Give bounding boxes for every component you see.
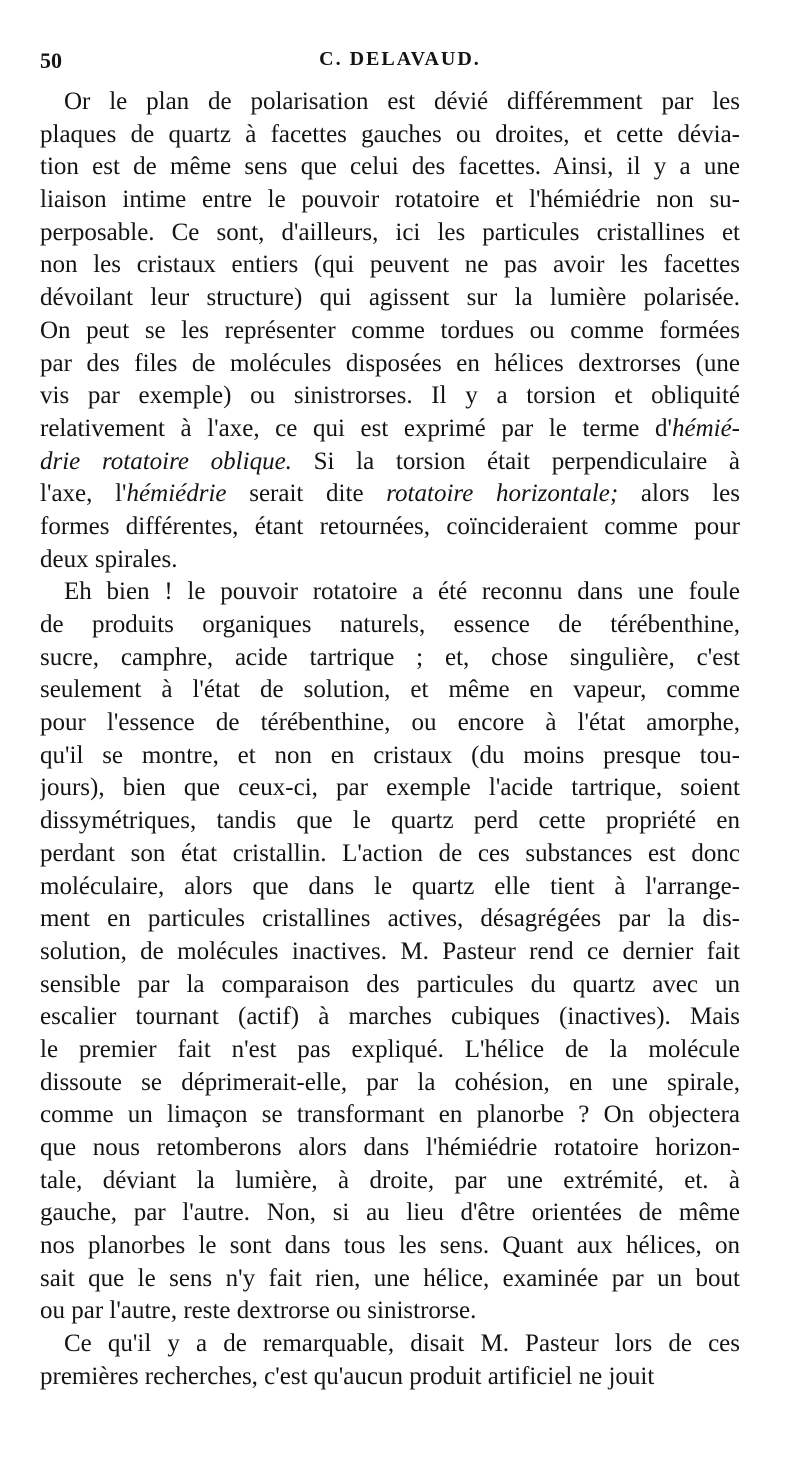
text-run: ou par l'autre, reste dextrorse ou sinistrorse. — [40, 1297, 477, 1325]
italic-text: rotatoire horizontale; — [386, 480, 619, 508]
text-line — [40, 478, 740, 511]
page-number: 50 — [40, 48, 62, 73]
text-line — [40, 642, 740, 675]
text-run: jours), bien que ceux-ci, par exemple l'acide tartrique, soient — [40, 774, 740, 802]
text-run: solution, de molécules inactives. M. Pasteur rend ce dernier fait — [40, 937, 740, 965]
text-line — [40, 1165, 740, 1198]
text-line — [40, 446, 740, 479]
text-line — [40, 1067, 740, 1100]
text-line — [40, 936, 740, 969]
text-run: sensible par la comparaison des particules du quartz avec un — [40, 970, 740, 998]
text-run: vis par exemple) ou sinistrorses. Il y a torsion et obliquité — [40, 382, 740, 410]
text-run: pour l'essence de térébenthine, ou encore à l'état amorphe, — [40, 709, 740, 737]
italic-text: drie rotatoire oblique. — [40, 447, 292, 475]
text-line — [40, 380, 740, 413]
text-line — [40, 871, 740, 904]
text-line — [40, 805, 740, 838]
text-line — [40, 707, 740, 740]
text-line — [40, 315, 740, 348]
text-line — [40, 838, 740, 871]
text-run: tale, déviant la lumière, à droite, par une extrémité, et. à — [40, 1166, 740, 1194]
text-line — [40, 1295, 740, 1328]
text-run: perdant son état cristallin. L'action de ces substances est donc — [40, 839, 740, 867]
text-line — [40, 1132, 740, 1165]
text-line — [40, 151, 740, 184]
text-line — [40, 576, 740, 609]
text-line — [40, 1099, 740, 1132]
text-line — [40, 969, 740, 1002]
text-run: qu'il se montre, et non en cristaux (du moins presque tou- — [40, 741, 740, 769]
text-run: dissymétriques, tandis que le quartz perd cette propriété en — [40, 807, 740, 835]
text-line — [40, 609, 740, 642]
text-run: l'axe, l' — [40, 480, 127, 508]
paragraph — [40, 1328, 740, 1393]
text-run: Eh bien ! le pouvoir rotatoire a été reconnu dans une foule — [64, 578, 740, 606]
text-run: Or le plan de polarisation est dévié différemment par les — [64, 88, 740, 115]
text-run: le premier fait n'est pas expliqué. L'hélice de la molécule — [40, 1035, 740, 1063]
text-line — [40, 119, 740, 152]
italic-text: hémiédrie — [126, 480, 227, 508]
text-line — [40, 740, 740, 773]
text-run: seulement à l'état de solution, et même en vapeur, comme — [40, 676, 740, 704]
text-run: deux spirales. — [40, 545, 178, 573]
text-run: moléculaire, alors que dans le quartz elle tient à l'arrange- — [40, 872, 740, 900]
text-run: escalier tournant (actif) à marches cubiques (inactives). Mais — [40, 1003, 740, 1031]
text-run: de produits organiques naturels, essence de térébenthine, — [40, 611, 740, 638]
text-line — [40, 348, 740, 381]
text-line — [40, 674, 740, 707]
text-run: Ce qu'il y a de remarquable, disait M. Pasteur lors de ces — [64, 1330, 740, 1358]
text-run: liaison intime entre le pouvoir rotatoire et l'hémiédrie non su- — [40, 186, 740, 214]
text-line — [40, 772, 740, 805]
text-run: relativement à l'axe, ce qui est exprimé par le terme d' — [40, 414, 672, 442]
text-line — [40, 1361, 740, 1394]
text-line — [40, 1328, 740, 1361]
text-run: ment en particules cristallines actives, désagrégées par la dis- — [40, 905, 740, 933]
text-run: perposable. Ce sont, d'ailleurs, ici les particules cristallines et — [40, 218, 740, 246]
text-line — [40, 1230, 740, 1263]
text-line — [40, 249, 740, 282]
text-line — [40, 1263, 740, 1296]
text-run: formes différentes, étant retournées, coïncideraient comme pour — [40, 512, 740, 540]
text-run: Si la torsion était perpendiculaire à — [291, 447, 740, 475]
text-run: sait que le sens n'y fait rien, une hélice, examinée par un bout — [40, 1264, 740, 1292]
text-line — [40, 544, 740, 577]
text-run: alors les — [618, 480, 740, 508]
text-run: dissoute se déprimerait-elle, par la cohésion, en une spirale, — [40, 1068, 740, 1096]
text-line — [40, 217, 740, 250]
text-run: par des files de molécules disposées en hélices dextrorses (une — [40, 349, 740, 377]
text-run: nos planorbes le sont dans tous les sens. Quant aux hélices, on — [40, 1232, 740, 1260]
text-run: tion est de même sens que celui des facettes. Ainsi, il y a une — [40, 153, 740, 181]
text-line — [40, 282, 740, 315]
text-run: gauche, par l'autre. Non, si au lieu d'être orientées de même — [40, 1199, 740, 1227]
text-line — [40, 184, 740, 217]
text-run: que nous retomberons alors dans l'hémiédrie rotatoire horizon- — [40, 1134, 740, 1161]
text-line — [40, 86, 740, 119]
text-line — [40, 1197, 740, 1230]
text-line — [40, 903, 740, 936]
body-text — [40, 86, 740, 1394]
text-line — [40, 413, 740, 446]
text-line — [40, 1034, 740, 1067]
text-run: non les cristaux entiers (qui peuvent ne pas avoir les facettes — [40, 251, 740, 279]
text-line — [40, 1001, 740, 1034]
paragraph — [40, 86, 740, 576]
italic-text: hémié- — [671, 414, 740, 442]
text-run: comme un limaçon se transformant en planorbe ? On objectera — [40, 1101, 740, 1129]
text-run: dévoilant leur structure) qui agissent sur la lumière polarisée. — [40, 284, 740, 312]
text-run: serait dite — [226, 480, 387, 508]
text-run: premières recherches, c'est qu'aucun produit artificiel ne jouit — [40, 1362, 655, 1390]
text-run: plaques de quartz à facettes gauches ou droites, et cette dévia- — [40, 120, 740, 148]
running-title: C. DELAVAUD. — [319, 48, 481, 70]
text-line — [40, 511, 740, 544]
paragraph — [40, 576, 740, 1328]
text-run: On peut se les représenter comme tordues ou comme formées — [40, 316, 740, 344]
text-run: sucre, camphre, acide tartrique ; et, chose singulière, c'est — [40, 643, 740, 671]
